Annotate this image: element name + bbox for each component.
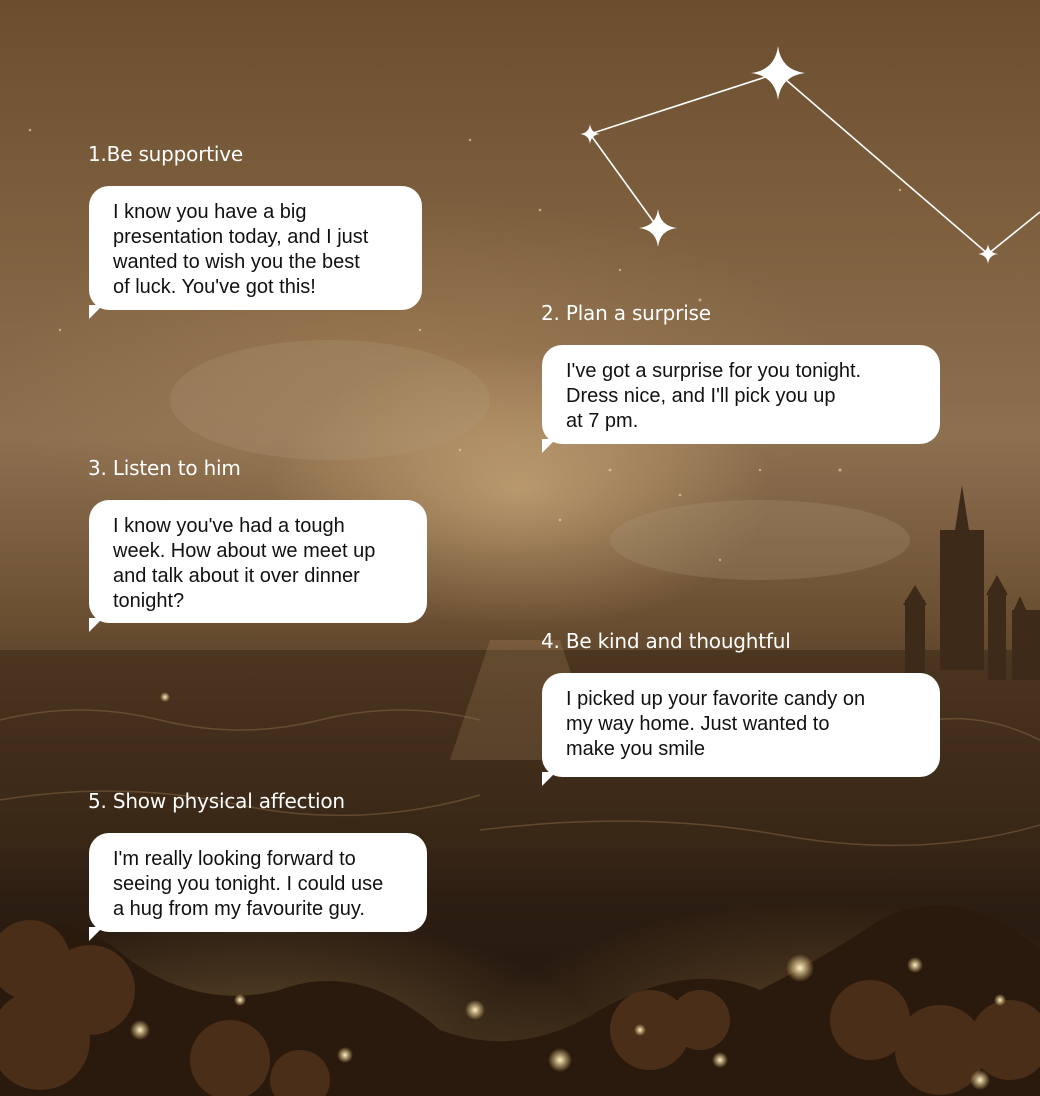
tip-heading-1: 1.Be supportive (88, 142, 243, 166)
message-text-4: I picked up your favorite candy on my way home. Just wanted to make you smile (566, 688, 866, 760)
tip-heading-3: 3. Listen to him (88, 456, 241, 480)
tip-heading-5: 5. Show physical affection (88, 789, 345, 813)
bubble-tail (89, 305, 103, 319)
message-bubble-3 (89, 500, 427, 623)
message-bubble-2 (542, 345, 940, 444)
sparkle-icon (639, 209, 677, 247)
message-text-1: I know you have a big presentation today, and I just wanted to wish you the best of luck. You've got this! (113, 201, 369, 298)
message-text-3: I know you've had a tough week. How about we meet up and talk about it over dinner tonight? (113, 515, 376, 612)
message-bubble-5 (89, 833, 427, 932)
message-text-5: I'm really looking forward to seeing you tonight. I could use a hug from my favourite guy. (113, 848, 384, 920)
message-text-2: I've got a surprise for you tonight. Dress nice, and I'll pick you up at 7 pm. (566, 360, 862, 432)
tip-heading-2: 2. Plan a surprise (541, 301, 711, 325)
castle (903, 485, 1040, 680)
tip-heading-4: 4. Be kind and thoughtful (541, 629, 791, 653)
bubble-tail (89, 927, 103, 941)
message-bubble-4 (542, 673, 940, 777)
bubble-tail (542, 439, 556, 453)
bubble-tail (89, 618, 103, 632)
message-bubble-1 (89, 186, 422, 310)
constellation-icon (560, 40, 1040, 280)
bubble-tail (542, 772, 556, 786)
sparkle-icon (580, 124, 600, 144)
sparkle-icon (751, 46, 805, 100)
